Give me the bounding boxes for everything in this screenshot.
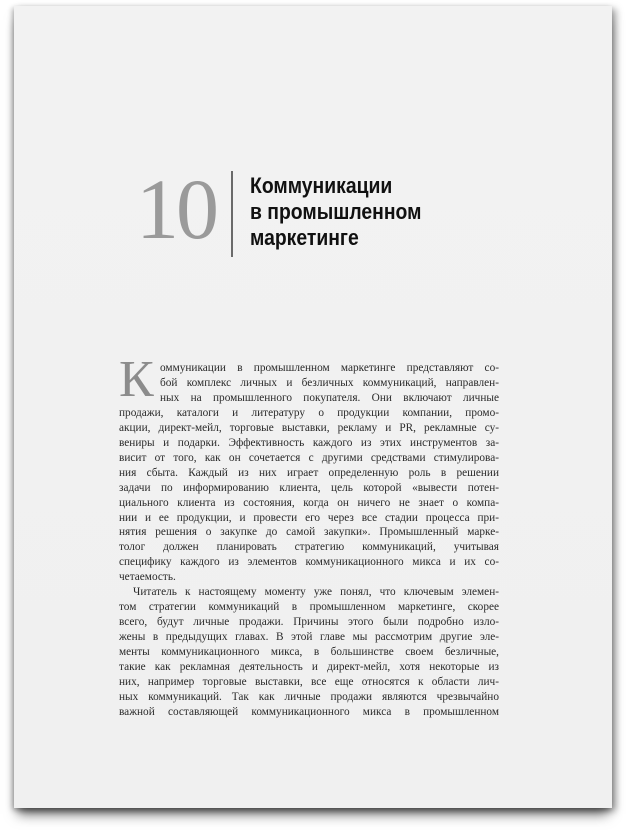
paragraph-2 [119,585,499,720]
text-line: такие как рекламная деятельность и директ-мейл, хотя некоторые из [119,661,499,674]
text-line: ных на промышленного покупателя. Они включают личные [160,391,499,404]
text-line: висит от того, как он сочетается с другими средствами стимулирова- [119,451,499,464]
text-line: акции, директ-мейл, торговые выставки, рекламу и PR, рекламные су- [119,421,499,434]
text-line: вениры и подарки. Эффективность каждого из этих инструментов за- [119,436,499,449]
text-line: том стратегии коммуникаций в промышленном маркетинге, скорее [119,601,499,614]
text-line: жены в предыдущих главах. В этой главе мы рассмотрим другие эле- [119,631,499,644]
text-line: Читатель к настоящему моменту уже понял, что ключевым элемен- [133,586,499,599]
text-line: толог должен планировать стратегию коммуникаций, учитывая [119,541,499,554]
chapter-divider [231,171,233,257]
text-line: важной составляющей коммуникационного микса в промышленном [119,705,499,718]
chapter-title-line: Коммуникации [250,173,393,198]
text-line: нии и ее продукции, и провести его через все стадии процесса при- [119,511,499,524]
text-line: продажи, каталоги и литературу о продукции компании, промо- [119,406,499,419]
paragraph-1 [119,361,499,585]
chapter-number: 10 [136,161,216,257]
text-line: циального клиента из состояния, когда он ничего не знает о компа- [119,496,499,509]
drop-cap: К [119,351,154,408]
text-line: ных коммуникаций. Так как личные продажи являются чрезвычайно [119,690,499,703]
text-line: задачи по информированию клиента, цель которой «вывести потен- [119,481,499,494]
text-line: ния сбыта. Каждый из них играет определенную роль в решении [119,466,499,479]
chapter-title-line: маркетинге [250,225,359,250]
text-line: четаемость. [119,571,176,584]
text-line: нятия решения о закупке до самой закупки». Промышленный марке- [119,526,499,539]
body-text [119,361,499,720]
chapter-title-line: в промышленном [250,199,422,224]
text-line: бой комплекс личных и безличных коммуникаций, направлен- [160,376,499,389]
text-line: специфику каждого из элементов коммуникационного микса и их со- [119,556,499,569]
text-line: них, например торговые выставки, все еще относятся к области лич- [119,676,499,689]
text-line: менты коммуникационного микса, в большинстве своем безличные, [119,646,499,659]
chapter-title [250,173,479,251]
text-line: всего, будут личные продажи. Причины этого были подробно изло- [119,616,499,629]
text-line: оммуникации в промышленном маркетинге представляют со- [160,362,499,374]
